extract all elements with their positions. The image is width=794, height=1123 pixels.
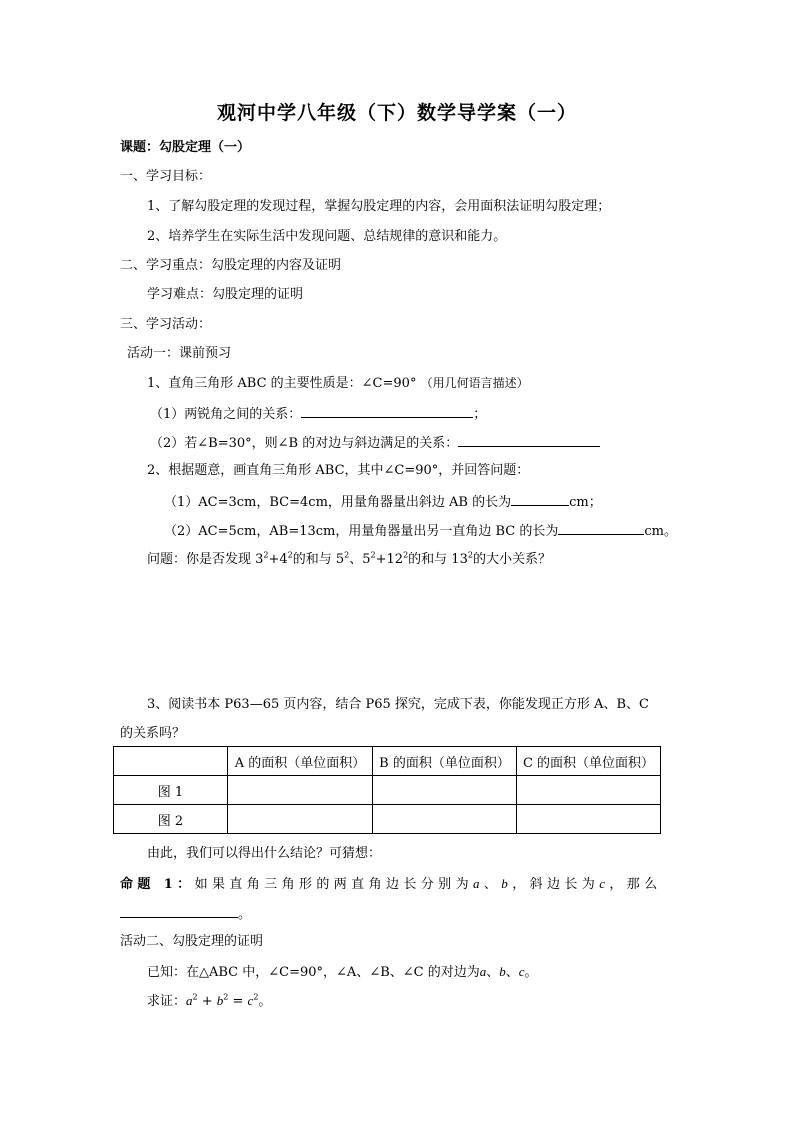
goals-heading: 一、学习目标： [120, 169, 212, 184]
topic-heading: 课题：勾股定理（一） [120, 140, 251, 155]
table-row [114, 776, 661, 805]
goal-item: 2、培养学生在实际生活中发现问题、总结规律的意识和能力。 [147, 229, 507, 244]
operator: = [228, 994, 248, 1009]
variable: c [599, 876, 610, 891]
table-row-label: 图 2 [114, 805, 228, 834]
question-1-text: 1、直角三角形 ABC 的主要性质是：∠C=90° [147, 376, 417, 391]
text-segment: 的和与 5 [292, 552, 345, 567]
text-segment: 、5 [349, 552, 371, 567]
text-segment: 求证： [147, 994, 187, 1009]
variable: a [186, 993, 193, 1008]
question-2: 2、根据题意，画直角三角形 ABC，其中∠C=90°，并回答问题： [147, 463, 530, 478]
answer-blank[interactable] [301, 404, 473, 418]
exponent: 2 [223, 992, 229, 1002]
page-title: 观河中学八年级（下）数学导学案（一） [216, 102, 577, 124]
text-segment: 。 [238, 907, 252, 922]
table-row [114, 805, 661, 834]
answer-blank[interactable] [458, 433, 600, 447]
proposition-label: 命题 1： [120, 877, 195, 892]
question-1a [150, 404, 486, 424]
exponent: 2 [344, 550, 350, 560]
question-1b [150, 433, 600, 453]
conclusion-prompt: 由此，我们可以得出什么结论？可猜想： [147, 846, 382, 861]
text-segment: 已知：在△ABC 中，∠C=90°，∠A、∠B、∠C 的对边为 [147, 965, 480, 980]
text-segment: ，斜边长为 [512, 877, 600, 892]
table-cell[interactable] [228, 776, 373, 805]
text-segment: +4 [268, 552, 288, 567]
table-cell[interactable] [228, 805, 373, 834]
proposition-answer [120, 904, 251, 924]
text-segment: 。 [258, 994, 272, 1009]
activity1-heading: 活动一：课前预习 [127, 346, 232, 361]
question-2b-unit: cm。 [644, 524, 677, 539]
text-segment: +12 [375, 552, 404, 567]
discovery-question [147, 551, 551, 569]
variable: b [501, 876, 513, 891]
text-segment: 、 [486, 965, 500, 980]
exponent: 2 [287, 550, 293, 560]
table-header-cell: A 的面积（单位面积） [228, 747, 373, 776]
question-3-line2: 的关系吗？ [120, 726, 186, 741]
table-header-cell [114, 747, 228, 776]
operator: + [197, 994, 217, 1009]
question-2a [164, 492, 602, 512]
difficulty-line: 学习难点：勾股定理的证明 [147, 287, 304, 302]
given-line [147, 963, 538, 982]
area-table [113, 746, 661, 834]
text-segment: 的大小关系？ [472, 552, 551, 567]
exponent: 2 [192, 992, 198, 1002]
question-1b-text: （2）若∠B=30°，则∠B 的对边与斜边满足的关系： [150, 436, 459, 451]
table-cell[interactable] [373, 805, 517, 834]
question-2b [164, 521, 677, 541]
variable: c [247, 993, 254, 1008]
text-segment: 、 [505, 965, 519, 980]
question-3-line1: 3、阅读书本 P63—65 页内容，结合 P65 探究，完成下表，你能发现正方形 A、B、C [147, 697, 649, 712]
question-2a-text: （1）AC=3cm，BC=4cm，用量角器量出斜边 AB 的长为 [164, 495, 512, 510]
question-2a-unit: cm； [569, 495, 602, 510]
text-segment: ，那么 [609, 877, 662, 892]
variable: b [499, 964, 506, 979]
exponent: 2 [370, 550, 376, 560]
proposition-line [120, 875, 662, 894]
table-header-cell: B 的面积（单位面积） [373, 747, 517, 776]
variable: a [479, 964, 487, 979]
question-1a-end: ； [473, 407, 487, 422]
text-segment: 如果直角三角形的两直角边长分别为 [194, 877, 473, 892]
prove-line [147, 992, 271, 1011]
question-1 [147, 374, 529, 393]
text-segment: 、 [483, 877, 502, 892]
text-segment: 的和与 13 [408, 552, 468, 567]
activities-heading: 三、学习活动： [120, 317, 212, 332]
text-segment: 问题：你是否发现 3 [147, 552, 264, 567]
goal-item: 1、了解勾股定理的发现过程，掌握勾股定理的内容，会用面积法证明勾股定理； [147, 199, 611, 214]
exponent: 2 [263, 550, 269, 560]
exponent: 2 [467, 550, 473, 560]
table-cell[interactable] [517, 805, 661, 834]
table-cell[interactable] [517, 776, 661, 805]
table-cell[interactable] [373, 776, 517, 805]
activity2-heading: 活动二、勾股定理的证明 [120, 934, 264, 949]
question-2b-text: （2）AC=5cm，AB=13cm，用量角器量出另一直角边 BC 的长为 [164, 524, 559, 539]
exponent: 2 [253, 992, 259, 1002]
question-1a-text: （1）两锐角之间的关系： [150, 407, 302, 422]
variable: a [472, 876, 484, 891]
variable: b [216, 993, 224, 1008]
exponent: 2 [403, 550, 409, 560]
table-header-cell: C 的面积（单位面积） [517, 747, 661, 776]
answer-blank[interactable] [558, 521, 644, 535]
focus-line: 二、学习重点：勾股定理的内容及证明 [120, 258, 342, 273]
answer-blank[interactable] [511, 492, 569, 506]
answer-blank[interactable] [120, 904, 238, 918]
table-row-label: 图 1 [114, 776, 228, 805]
question-1-note: （用几何语言描述） [420, 376, 529, 390]
variable: c [518, 964, 525, 979]
table-header-row [114, 747, 661, 776]
text-segment: 。 [524, 965, 538, 980]
